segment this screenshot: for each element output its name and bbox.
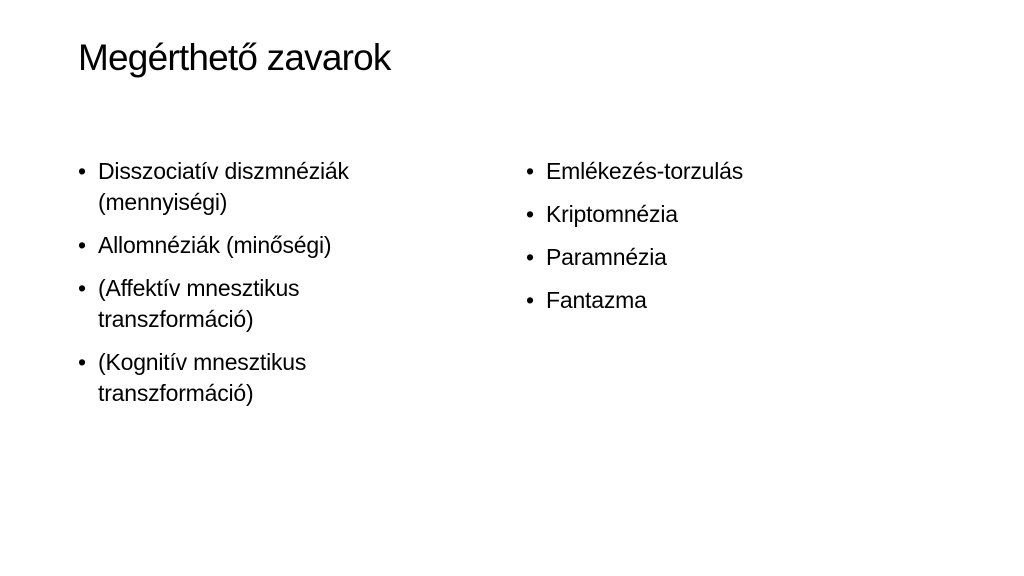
list-item-line: (mennyiségi) <box>98 189 228 215</box>
bullet-icon: • <box>526 287 534 313</box>
list-item-line: (Kognitív mnesztikus <box>98 349 307 375</box>
left-column <box>78 156 478 421</box>
right-column <box>526 156 946 328</box>
slide-title: Megérthető zavarok <box>78 37 391 78</box>
list-item-line: Allomnéziák (minőségi) <box>98 232 332 258</box>
left-bullet-list <box>78 156 478 409</box>
bullet-icon: • <box>526 201 534 227</box>
list-item-line: transzformáció) <box>98 306 254 332</box>
list-item <box>78 230 478 261</box>
list-item-text <box>98 347 478 409</box>
list-item-text: Kriptomnézia <box>546 201 678 227</box>
list-item-text: Paramnézia <box>546 244 667 270</box>
list-item <box>526 285 946 316</box>
list-item-text <box>98 230 478 261</box>
list-item-line: (Affektív mnesztikus <box>98 275 300 301</box>
list-item-line: transzformáció) <box>98 380 254 406</box>
list-item-text <box>98 273 478 335</box>
bullet-icon: • <box>526 158 534 184</box>
bullet-icon: • <box>78 275 86 301</box>
right-bullet-list <box>526 156 946 316</box>
list-item-line: Disszociatív diszmnéziák <box>98 158 349 184</box>
list-item <box>78 347 478 409</box>
bullet-icon: • <box>78 349 86 375</box>
list-item-text: Emlékezés-torzulás <box>546 158 744 184</box>
bullet-icon: • <box>526 244 534 270</box>
bullet-icon: • <box>78 158 86 184</box>
list-item <box>78 273 478 335</box>
list-item <box>526 156 946 187</box>
list-item-text <box>98 156 478 218</box>
bullet-icon: • <box>78 232 86 258</box>
list-item <box>526 199 946 230</box>
list-item <box>78 156 478 218</box>
list-item-text: Fantazma <box>546 287 647 313</box>
list-item <box>526 242 946 273</box>
